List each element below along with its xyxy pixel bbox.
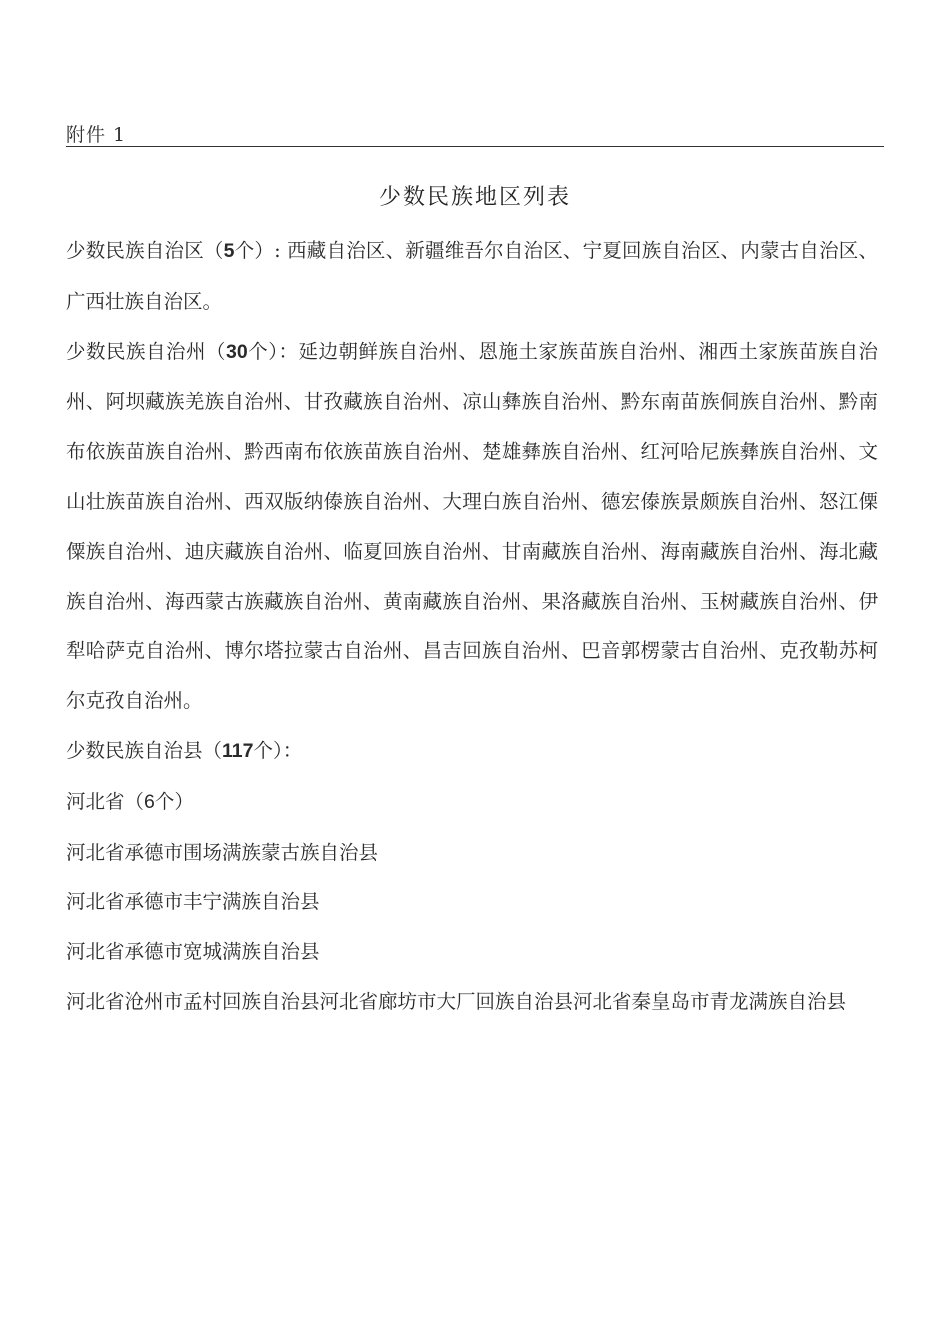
hebei-heading-prefix: 河北省（	[66, 789, 145, 813]
page-header	[66, 118, 884, 147]
regions-list: 个）: 西藏自治区、新疆维吾尔自治区、宁夏回族自治区、内蒙古自治区、广西壮族自治区。	[66, 239, 878, 313]
hebei-heading	[66, 777, 878, 828]
list-item: 河北省承德市宽城满族自治县	[66, 940, 320, 964]
regions-count: 5	[223, 240, 235, 262]
prefectures-count: 30	[226, 340, 248, 363]
list-item: 河北省承德市围场满族蒙古族自治县	[66, 840, 379, 864]
hebei-heading-suffix: 个）	[154, 789, 194, 813]
hebei-count: 6	[144, 790, 155, 813]
attachment-label: 附件 1	[66, 124, 127, 146]
autonomous-prefectures-paragraph	[66, 327, 878, 726]
autonomous-regions-paragraph	[66, 226, 878, 327]
list-item: 河北省沧州市孟村回族自治县河北省廊坊市大厂回族自治县河北省秦皇岛市青龙满族自治县	[66, 989, 847, 1013]
counties-prefix: 少数民族自治县（	[66, 738, 223, 762]
list-item: 河北省承德市丰宁满族自治县	[66, 890, 320, 914]
page-title: 少数民族地区列表	[378, 185, 571, 210]
autonomous-counties-heading	[66, 726, 878, 777]
counties-suffix: 个）：	[253, 738, 303, 762]
document-content	[66, 226, 878, 1027]
counties-count: 117	[222, 739, 254, 762]
regions-prefix: 少数民族自治区（	[66, 239, 224, 262]
prefectures-list: 个）：延边朝鲜族自治州、恩施土家族苗族自治州、湘西土家族苗族自治州、阿坝藏族羌族自治州、甘孜藏族自治州、凉山彝族自治州、黔东南苗族侗族自治州、黔南布依族苗族自治州、黔西南布依族苗族自治州、楚雄彝族自治州、红河哈尼族彝族自治州、文山壮族苗族自治州、西双版纳傣族自治州、大理白族自治州、德宏傣族景颇族自治州、怒江傈僳族自治州、迪庆藏族自治州、临夏回族自治州、甘南藏族自治州、海南藏族自治州、海北藏族自治州、海西蒙古族藏族自治州、黄南藏族自治州、果洛藏族自治州、玉树藏族自治州、伊犁哈萨克自治州、博尔塔拉蒙古自治州、昌吉回族自治州、巴音郭楞蒙古自治州、克孜勒苏柯尔克孜自治州。	[66, 339, 878, 713]
prefectures-prefix: 少数民族自治州（	[66, 339, 227, 363]
